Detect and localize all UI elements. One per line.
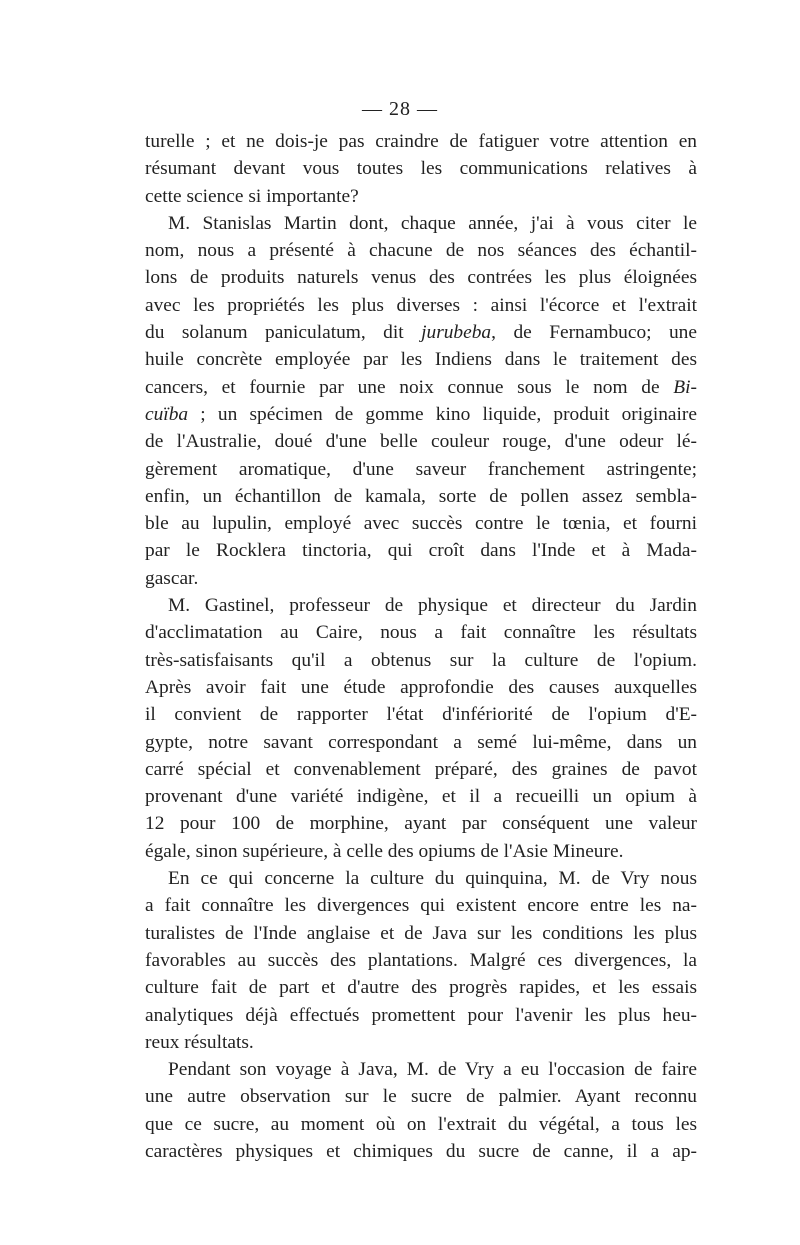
text-line: avec les propriétés les plus diverses : ainsi l'écorce et l'extrait — [145, 294, 697, 316]
text-segment: du solanum paniculatum, dit — [145, 322, 422, 344]
text-line: très-satisfaisants qu'il a obtenus sur la culture de l'opium. — [145, 649, 697, 671]
text-line: égale, sinon supérieure, à celle des opiums de l'Asie Mineure. — [145, 840, 624, 862]
text-line: Pendant son voyage à Java, M. de Vry a eu l'occasion de faire — [168, 1059, 697, 1081]
text-line: d'acclimatation au Caire, nous a fait connaître les résultats — [145, 622, 697, 644]
text-line: culture fait de part et d'autre des progrès rapides, et les essais — [145, 977, 697, 999]
text-line: M. Stanislas Martin dont, chaque année, j'ai à vous citer le — [168, 212, 697, 234]
text-line: nom, nous a présenté à chacune de nos séances des échantil- — [145, 240, 697, 262]
text-segment: ; un spécimen de gomme kino liquide, produit originaire — [188, 403, 697, 425]
text-line: a fait connaître les divergences qui existent encore entre les na- — [145, 895, 697, 917]
text-line — [145, 319, 697, 346]
text-line: gypte, notre savant correspondant a semé lui-même, dans un — [145, 731, 697, 753]
text-line: M. Gastinel, professeur de physique et directeur du Jardin — [168, 595, 697, 617]
text-line: En ce qui concerne la culture du quinquina, M. de Vry nous — [168, 868, 697, 890]
italic-term: Bi- — [673, 376, 697, 398]
text-line: provenant d'une variété indigène, et il a recueilli un opium à — [145, 786, 697, 808]
text-line: caractères physiques et chimiques du sucre de canne, il a ap- — [145, 1140, 697, 1162]
text-line: de l'Australie, doué d'une belle couleur rouge, d'une odeur lé- — [145, 431, 697, 453]
text-line: enfin, un échantillon de kamala, sorte de pollen assez sembla- — [145, 485, 697, 507]
text-line: favorables au succès des plantations. Malgré ces divergences, la — [145, 949, 697, 971]
text-line: gèrement aromatique, d'une saveur franchement astringente; — [145, 458, 697, 480]
text-line: turalistes de l'Inde anglaise et de Java sur les conditions les plus — [145, 922, 697, 944]
text-line: 12 pour 100 de morphine, ayant par conséquent une valeur — [145, 813, 697, 835]
text-line: turelle ; et ne dois-je pas craindre de fatiguer votre attention en — [145, 131, 697, 152]
text-line — [145, 401, 697, 428]
text-line: ble au lupulin, employé avec succès contre le tœnia, et fourni — [145, 513, 697, 535]
text-line: cette science si importante? — [145, 185, 359, 207]
italic-term: cuïba — [145, 403, 189, 425]
text-line: Après avoir fait une étude approfondie des causes auxquelles — [145, 676, 697, 698]
page-number: — 28 — — [362, 98, 438, 120]
italic-term: jurubeba — [421, 322, 492, 344]
text-segment: , de Fernambuco; une — [491, 322, 697, 344]
text-line: résumant devant vous toutes les communications relatives à — [145, 158, 697, 180]
text-line: reux résultats. — [145, 1031, 254, 1053]
text-line — [145, 374, 697, 401]
text-line: par le Rocklera tinctoria, qui croît dans l'Inde et à Mada- — [145, 540, 697, 562]
text-line: analytiques déjà effectués promettent pour l'avenir les plus heu- — [145, 1004, 697, 1026]
body-text — [145, 128, 697, 1165]
text-line: gascar. — [145, 567, 199, 589]
text-segment: cancers, et fournie par une noix connue sous le nom de — [145, 376, 674, 398]
text-line: carré spécial et convenablement préparé, des graines de pavot — [145, 758, 697, 780]
text-line: que ce sucre, au moment où on l'extrait du végétal, a tous les — [145, 1113, 697, 1135]
text-line: il convient de rapporter l'état d'infériorité de l'opium d'E- — [145, 704, 697, 726]
text-line: une autre observation sur le sucre de palmier. Ayant reconnu — [145, 1086, 697, 1108]
text-line: huile concrète employée par les Indiens dans le traitement des — [145, 349, 697, 371]
text-line: lons de produits naturels venus des contrées les plus éloignées — [145, 267, 697, 289]
